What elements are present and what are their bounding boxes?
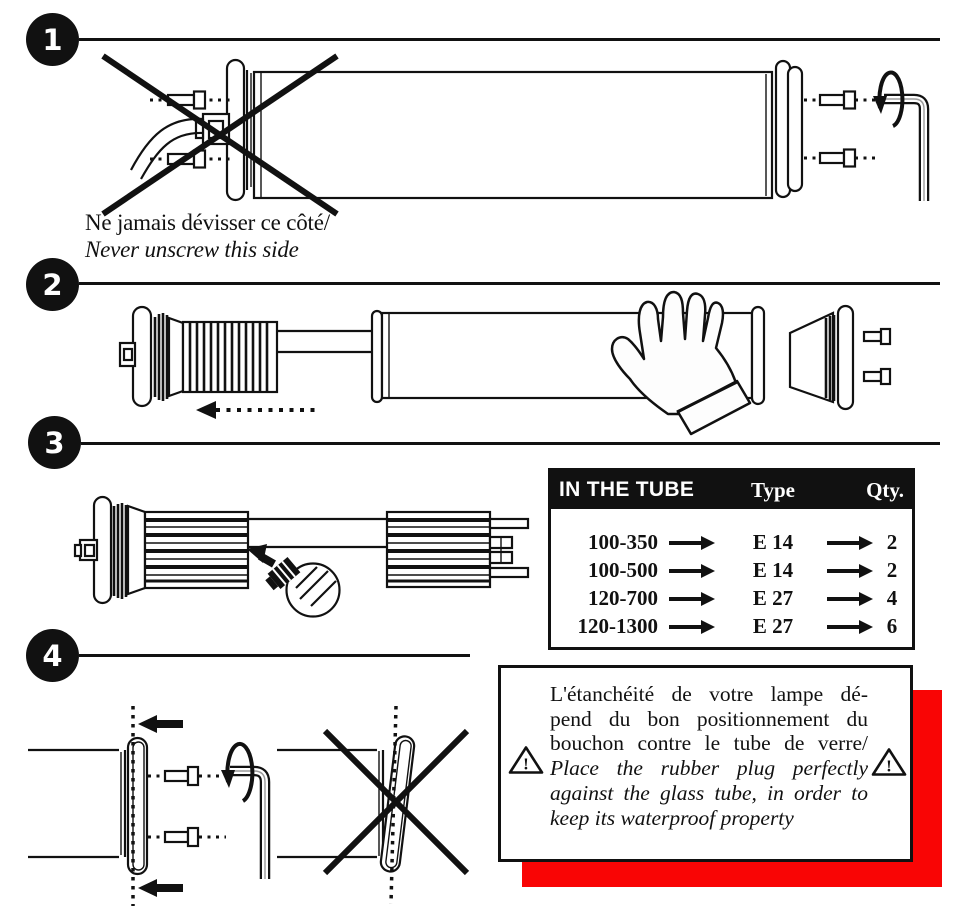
waterproof-warning-box bbox=[498, 665, 913, 862]
warning-triangle-icon bbox=[508, 744, 544, 776]
qty-cell: 2 bbox=[886, 530, 898, 554]
table-row bbox=[551, 614, 912, 642]
step-1-caption bbox=[85, 209, 330, 263]
table-row bbox=[551, 586, 912, 614]
step1-tube-illustration bbox=[103, 56, 924, 214]
model-cell: 100-350 bbox=[588, 530, 658, 554]
screw-top bbox=[148, 767, 226, 785]
warning-line-fr: bouchon contre le tube de verre/ bbox=[550, 731, 868, 756]
end-cap-assembly bbox=[790, 306, 853, 409]
type-cell: E 27 bbox=[752, 586, 794, 610]
qty-cell: 4 bbox=[886, 586, 898, 610]
warning-line-fr: pend du bon positionnement du bbox=[550, 706, 868, 731]
warning-line-fr: L'étanchéité de votre lampe dé- bbox=[550, 682, 868, 706]
caption-english: Never unscrew this side bbox=[85, 237, 299, 262]
qty-cell: 2 bbox=[886, 558, 898, 582]
table-header bbox=[551, 471, 912, 509]
step-1-number: 1 bbox=[42, 22, 63, 57]
caption-french: Ne jamais dévisser ce côté/ bbox=[85, 210, 330, 235]
table-row bbox=[551, 530, 912, 558]
push-arrow-top bbox=[138, 715, 183, 733]
table-title: IN THE TUBE bbox=[559, 478, 695, 501]
table-row bbox=[551, 558, 912, 586]
screw-bottom bbox=[148, 828, 226, 846]
type-cell: E 14 bbox=[752, 530, 794, 554]
exclamation-mark: ! bbox=[523, 754, 529, 774]
type-cell: E 14 bbox=[752, 558, 794, 582]
step2-pullout-illustration bbox=[120, 292, 890, 434]
step4-plug-illustration bbox=[28, 706, 467, 906]
warning-line-en: against the glass tube, in order to bbox=[550, 780, 868, 805]
model-cell: 100-500 bbox=[588, 558, 658, 582]
column-header-qty: Qty. bbox=[866, 478, 904, 502]
screw-right-bottom bbox=[804, 150, 880, 167]
pull-direction-dotted-arrow bbox=[196, 401, 318, 419]
table-body bbox=[551, 509, 912, 647]
warning-triangle-icon bbox=[871, 746, 907, 778]
in-the-tube-table bbox=[548, 468, 915, 650]
step-2-number: 2 bbox=[42, 267, 63, 302]
qty-cell: 6 bbox=[886, 614, 898, 638]
push-arrow-bottom bbox=[138, 879, 183, 897]
step-4-number: 4 bbox=[42, 638, 63, 673]
wrong-plug-position bbox=[277, 706, 467, 904]
allen-key-icon bbox=[884, 99, 924, 201]
type-cell: E 27 bbox=[752, 614, 794, 638]
warning-line-en: Place the rubber plug perfectly bbox=[550, 756, 868, 781]
cap-screws bbox=[864, 329, 890, 384]
screw-right-top bbox=[804, 92, 880, 109]
bulb-icon bbox=[263, 557, 339, 617]
step3-bulb-illustration bbox=[75, 497, 528, 617]
model-cell: 120-1300 bbox=[577, 614, 658, 638]
model-cell: 120-700 bbox=[588, 586, 658, 610]
lamp-sockets bbox=[490, 519, 528, 577]
warning-text bbox=[550, 682, 868, 830]
column-header-type: Type bbox=[751, 478, 795, 502]
allen-key-icon bbox=[230, 771, 265, 879]
exclamation-mark: ! bbox=[886, 756, 892, 776]
step-3-number: 3 bbox=[44, 425, 65, 460]
warning-line-en: keep its waterproof property bbox=[550, 805, 794, 830]
